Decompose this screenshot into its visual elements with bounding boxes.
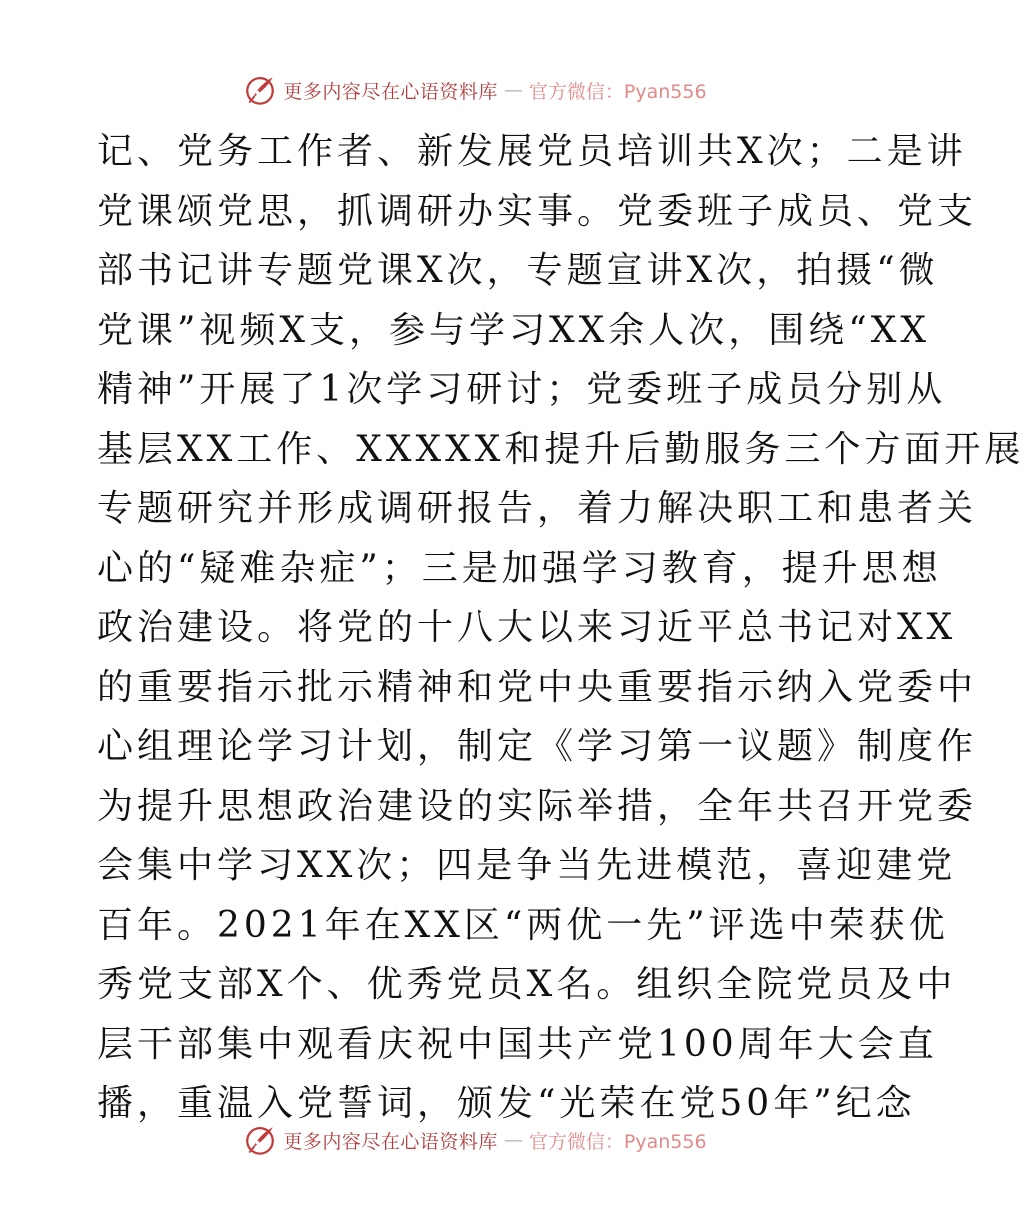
body-line: 层干部集中观看庆祝中国共产党100周年大会直 bbox=[97, 1023, 938, 1065]
body-line: 播，重温入党誓词，颁发“光荣在党50年”纪念 bbox=[97, 1083, 916, 1124]
body-line: 党课颂党思，抓调研办实事。党委班子成员、党支 bbox=[97, 190, 978, 232]
body-line: 基层XX工作、XXXXX和提升后勤服务三个方面开展 bbox=[97, 428, 1024, 470]
body-line: 党课”视频X支，参与学习XX余人次，围绕“XX bbox=[97, 309, 930, 351]
header-watermark-banner bbox=[0, 70, 950, 110]
body-line: 专题研究并形成调研报告，着力解决职工和患者关 bbox=[97, 488, 978, 529]
body-line: 为提升思想政治建设的实际举措，全年共召开党委 bbox=[97, 785, 978, 827]
quill-pen-logo-icon bbox=[243, 1123, 277, 1157]
footer-separator: — bbox=[503, 1129, 523, 1151]
body-line: 的重要指示批示精神和党中央重要指示纳入党委中 bbox=[97, 666, 978, 708]
footer-watermark-banner bbox=[0, 1120, 950, 1160]
body-line: 心的“疑难杂症”；三是加强学习教育，提升思想 bbox=[97, 547, 942, 589]
header-separator: — bbox=[503, 79, 523, 101]
body-line: 秀党支部X个、优秀党员X名。组织全院党员及中 bbox=[97, 964, 957, 1005]
footer-contact-text: 官方微信：Pyan556 bbox=[528, 1130, 707, 1153]
body-line: 政治建设。将党的十八大以来习近平总书记对XX bbox=[97, 607, 957, 648]
body-line: 记、党务工作者、新发展党员培训共X次；二是讲 bbox=[97, 131, 967, 172]
document-body bbox=[97, 122, 1024, 1134]
quill-pen-logo-icon bbox=[243, 73, 277, 107]
footer-brand-text: 更多内容尽在心语资料库 bbox=[283, 1130, 498, 1153]
body-line: 精神”开展了1次学习研讨；党委班子成员分别从 bbox=[97, 369, 947, 410]
body-line: 部书记讲专题党课X次，专题宣讲X次，拍摄“微 bbox=[97, 250, 939, 291]
body-line: 会集中学习XX次；四是争当先进模范，喜迎建党 bbox=[97, 845, 957, 886]
header-brand-text: 更多内容尽在心语资料库 bbox=[283, 80, 498, 103]
body-line: 百年。2021年在XX区“两优一先”评选中荣获优 bbox=[97, 904, 949, 946]
body-line: 心组理论学习计划，制定《学习第一议题》制度作 bbox=[97, 726, 978, 767]
header-contact-text: 官方微信：Pyan556 bbox=[528, 80, 707, 103]
